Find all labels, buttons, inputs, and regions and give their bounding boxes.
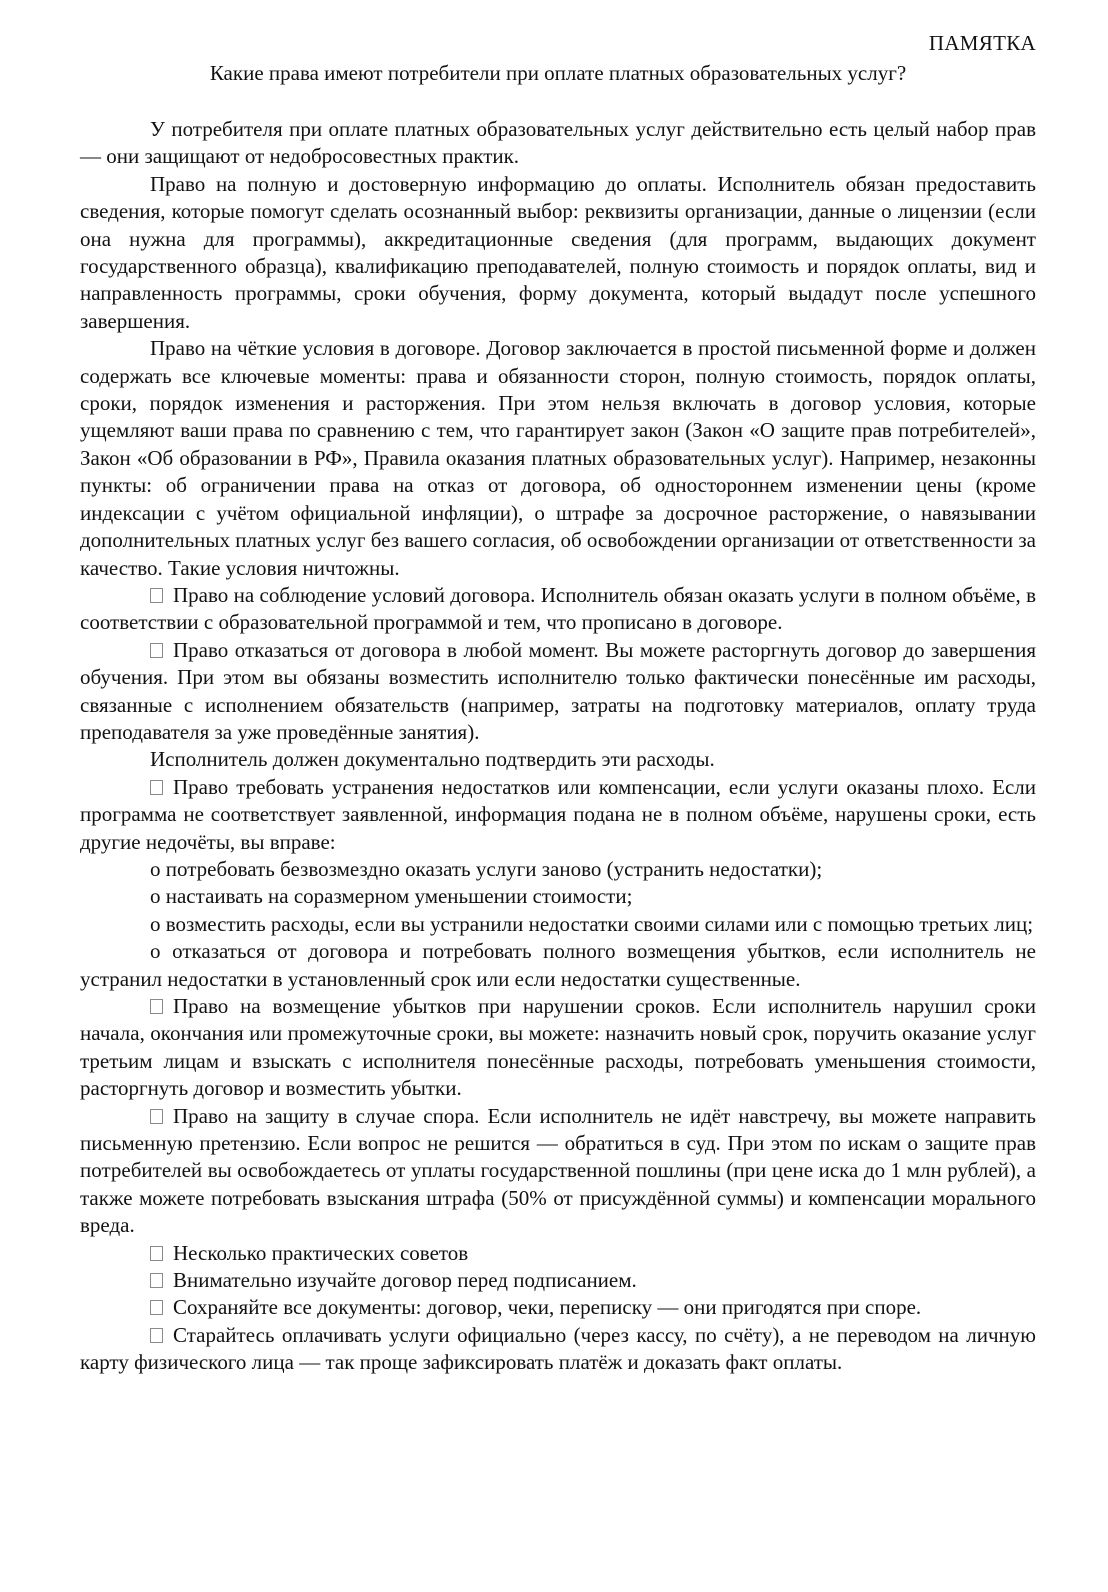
bullet-box-icon (150, 643, 163, 658)
paragraph (80, 637, 1036, 747)
paragraph (80, 116, 1036, 171)
memo-label: ПАМЯТКА (928, 31, 1036, 55)
document-title: Какие права имеют потребители при оплате платных образовательных услуг? (209, 61, 907, 85)
paragraph-text: Сохраняйте все документы: договор, чеки, переписку — они пригодятся при споре. (173, 1295, 922, 1320)
paragraph-text: Исполнитель должен документально подтвердить эти расходы. (150, 747, 715, 772)
paragraph-text: о отказаться от договора и потребовать полного возмещения убытков, если исполнитель не устранил недостатки в установленный срок или если недостатки существенные. (80, 939, 1036, 991)
paragraph-text: Внимательно изучайте договор перед подписанием. (173, 1268, 637, 1293)
paragraph-text: Право на соблюдение условий договора. Исполнитель обязан оказать услуги в полном объёме, в соответствии с образовательной программой и тем, что прописано в договоре. (80, 582, 1036, 635)
bullet-box-icon (150, 780, 163, 795)
paragraph (80, 171, 1036, 335)
paragraph-text: У потребителя при оплате платных образовательных услуг действительно есть целый набор прав — они защищают от недобросовестных практик. (80, 117, 1036, 169)
paragraph (80, 1322, 1036, 1377)
bullet-box-icon (150, 1246, 163, 1261)
paragraph-text: Право на защиту в случае спора. Если исполнитель не идёт навстречу, вы можете направить письменную претензию. Если вопрос не решится — обратиться в суд. При этом по искам о защите прав потребителей вы освобождаетесь от уплаты государственной пошлины (при цене иска до 1 млн рублей), а также можете потребовать взыскания штрафа (50% от присуждённой суммы) и компенсации морального вреда. (80, 1103, 1036, 1238)
bullet-box-icon (150, 1300, 163, 1315)
paragraph-text: Право на полную и достоверную информацию до оплаты. Исполнитель обязан предоставить сведения, которые помогут сделать осознанный выбор: реквизиты организации, данные о лицензии (если она нужна для программы), аккредитационные сведения (для программ, выдающих документ государственного образца), квалификацию преподавателей, полную стоимость и порядок оплаты, вид и направленность программы, сроки обучения, форму документа, который выдадут после успешного завершения. (80, 171, 1036, 333)
document-body (80, 116, 1036, 1377)
paragraph-text: Право требовать устранения недостатков или компенсации, если услуги оказаны плохо. Если программа не соответствует заявленной, информация подана не в полном объёме, нарушены сроки, есть другие недочёты, вы вправе: (80, 774, 1036, 854)
paragraph (80, 582, 1036, 637)
paragraph (80, 911, 1036, 938)
paragraph-text: Право на чёткие условия в договоре. Договор заключается в простой письменной форме и должен содержать все ключевые моменты: права и обязанности сторон, полную стоимость, порядок оплаты, сроки, порядок изменения и расторжения. При этом нельзя включать в договор условия, которые ущемляют ваши права по сравнению с тем, что гарантирует закон (Закон «О защите прав потребителей», Закон «Об образовании в РФ», Правила оказания платных образовательных услуг). Например, незаконны пункты: об ограничении права на отказ от договора, об одностороннем изменении цены (кроме индексации с учётом официальной инфляции), о штрафе за досрочное расторжение, о навязывании дополнительных платных услуг без вашего согласия, об освобождении организации от ответственности за качество. Такие условия ничтожны. (80, 336, 1036, 580)
bullet-box-icon (150, 999, 163, 1014)
paragraph (80, 1240, 1036, 1267)
paragraph (80, 993, 1036, 1103)
paragraph (80, 1103, 1036, 1240)
paragraph (80, 1267, 1036, 1294)
paragraph (80, 1294, 1036, 1321)
paragraph (80, 746, 1036, 773)
paragraph-text: Старайтесь оплачивать услуги официально (через кассу, по счёту), а не переводом на личную карту физического лица — так проще зафиксировать платёж и доказать факт оплаты. (80, 1322, 1036, 1375)
paragraph-text: Несколько практических советов (173, 1240, 469, 1265)
paragraph (80, 774, 1036, 856)
paragraph (80, 938, 1036, 993)
bullet-box-icon (150, 588, 163, 603)
paragraph-text: о возместить расходы, если вы устранили недостатки своими силами или с помощью третьих лиц; (150, 911, 1034, 936)
paragraph (80, 335, 1036, 582)
paragraph-text: Право отказаться от договора в любой момент. Вы можете расторгнуть договор до завершения обучения. При этом вы обязаны возместить исполнителю только фактически понесённые им расходы, связанные с исполнением обязательств (например, затраты на подготовку материалов, оплату труда преподавателя за уже проведённые занятия). (80, 637, 1036, 744)
paragraph-text: Право на возмещение убытков при нарушении сроков. Если исполнитель нарушил сроки начала, окончания или промежуточные сроки, вы можете: назначить новый срок, поручить оказание услуг третьим лицам и взыскать с исполнителя понесённые расходы, потребовать уменьшения стоимости, расторгнуть договор и возместить убытки. (80, 994, 1036, 1101)
paragraph-text: о потребовать безвозмездно оказать услуги заново (устранить недостатки); (150, 856, 823, 881)
paragraph (80, 856, 1036, 883)
bullet-box-icon (150, 1328, 163, 1343)
bullet-box-icon (150, 1109, 163, 1124)
bullet-box-icon (150, 1273, 163, 1288)
paragraph (80, 883, 1036, 910)
paragraph-text: о настаивать на соразмерном уменьшении стоимости; (150, 884, 633, 909)
